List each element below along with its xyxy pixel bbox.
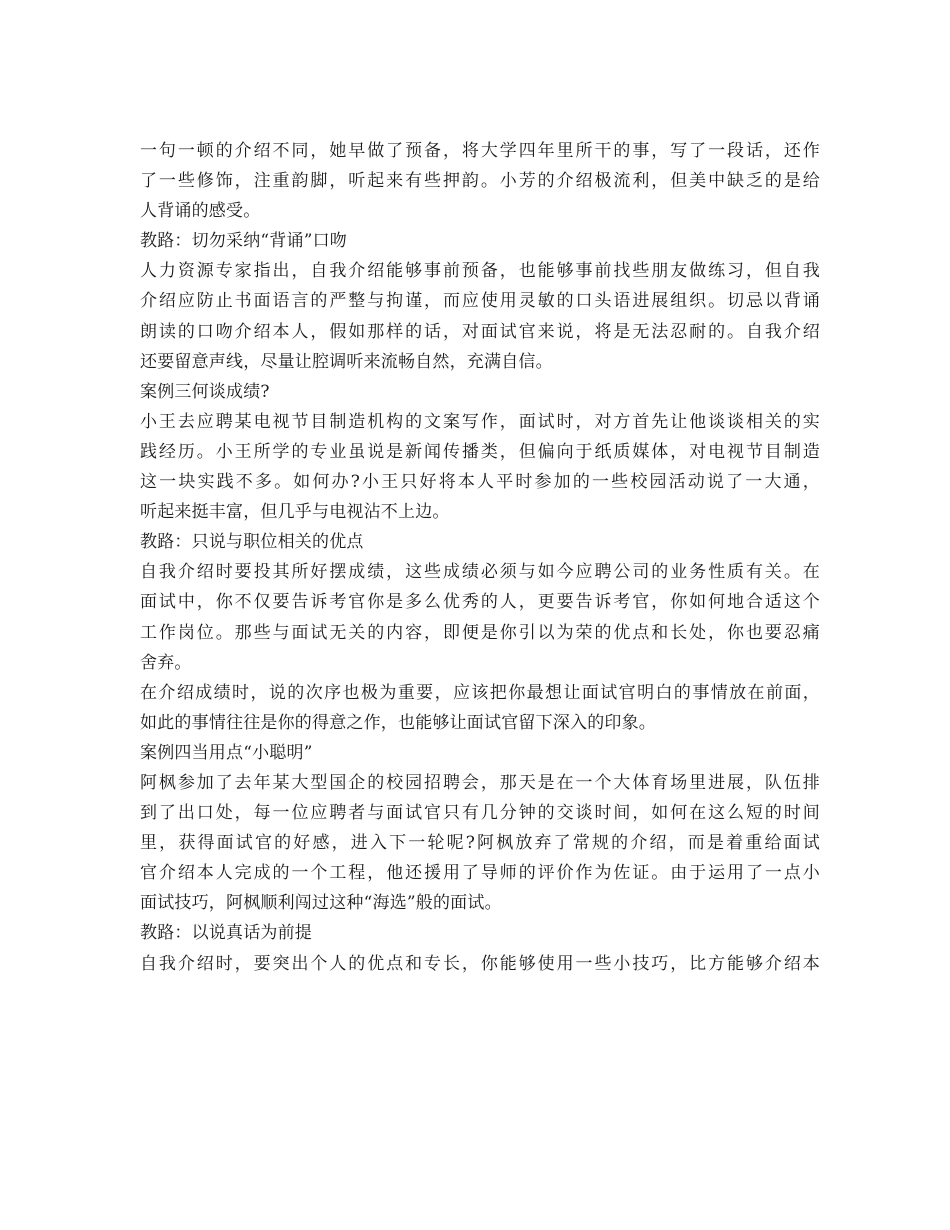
paragraph-line: 了一些修饰，注重韵脚，听起来有些押韵。小芳的介绍极流利，但美中缺乏的是给 xyxy=(140,171,820,192)
section-heading: 案例四当用点“小聪明” xyxy=(140,742,313,763)
paragraph-line: 到了出口处，每一位应聘者与面试官只有几分钟的交谈时间，如何在这么短的时间 xyxy=(140,803,820,824)
paragraph-line: 里，获得面试官的好感，进入下一轮呢?阿枫放弃了常规的介绍，而是着重给面试 xyxy=(140,833,820,854)
paragraph-line: 面试中，你不仅要告诉考官你是多么优秀的人，更要告诉考官，你如何地合适这个 xyxy=(140,592,820,613)
paragraph-line: 朗读的口吻介绍本人，假如那样的话，对面试官来说，将是无法忍耐的。自我介绍 xyxy=(140,321,820,342)
paragraph-line: 舍弃。 xyxy=(140,652,192,673)
paragraph-line: 在介绍成绩时，说的次序也极为重要，应该把你最想让面试官明白的事情放在前面， xyxy=(140,682,820,703)
paragraph-line: 人力资源专家指出，自我介绍能够事前预备，也能够事前找些朋友做练习，但自我 xyxy=(140,261,820,282)
paragraph-line: 介绍应防止书面语言的严整与拘谨，而应使用灵敏的口头语进展组织。切忌以背诵 xyxy=(140,291,820,312)
document-page xyxy=(140,139,820,982)
paragraph-line: 面试技巧，阿枫顺利闯过这种“海选”般的面试。 xyxy=(140,893,502,914)
paragraph-line: 人背诵的感受。 xyxy=(140,201,261,222)
paragraph-line: 这一块实践不多。如何办?小王只好将本人平时参加的一些校园活动说了一大通， xyxy=(140,472,820,493)
section-heading: 案例三何谈成绩? xyxy=(140,381,270,402)
paragraph-line: 自我介绍时要投其所好摆成绩，这些成绩必须与如今应聘公司的业务性质有关。在 xyxy=(140,562,820,583)
paragraph-line: 践经历。小王所学的专业虽说是新闻传播类，但偏向于纸质媒体，对电视节目制造 xyxy=(140,441,820,462)
section-heading: 教路：只说与职位相关的优点 xyxy=(140,532,364,553)
paragraph-line: 工作岗位。那些与面试无关的内容，即便是你引以为荣的优点和长处，你也要忍痛 xyxy=(140,622,820,643)
paragraph-line: 听起来挺丰富，但几乎与电视沾不上边。 xyxy=(140,502,450,523)
section-heading: 教路：切勿采纳“背诵”口吻 xyxy=(140,231,347,252)
paragraph-line: 阿枫参加了去年某大型国企的校园招聘会，那天是在一个大体育场里进展，队伍排 xyxy=(140,772,820,793)
paragraph-line: 官介绍本人完成的一个工程，他还援用了导师的评价作为佐证。由于运用了一点小 xyxy=(140,863,820,884)
paragraph-line: 如此的事情往往是你的得意之作，也能够让面试官留下深入的印象。 xyxy=(140,712,656,733)
paragraph-line: 一句一顿的介绍不同，她早做了预备，将大学四年里所干的事，写了一段话，还作 xyxy=(140,141,820,161)
paragraph-line: 小王去应聘某电视节目制造机构的文案写作，面试时，对方首先让他谈谈相关的实 xyxy=(140,411,820,432)
paragraph-line: 自我介绍时，要突出个人的优点和专长，你能够使用一些小技巧，比方能够介绍本 xyxy=(140,953,820,974)
paragraph-line: 还要留意声线，尽量让腔调听来流畅自然，充满自信。 xyxy=(140,351,553,372)
section-heading: 教路：以说真话为前提 xyxy=(140,923,312,944)
